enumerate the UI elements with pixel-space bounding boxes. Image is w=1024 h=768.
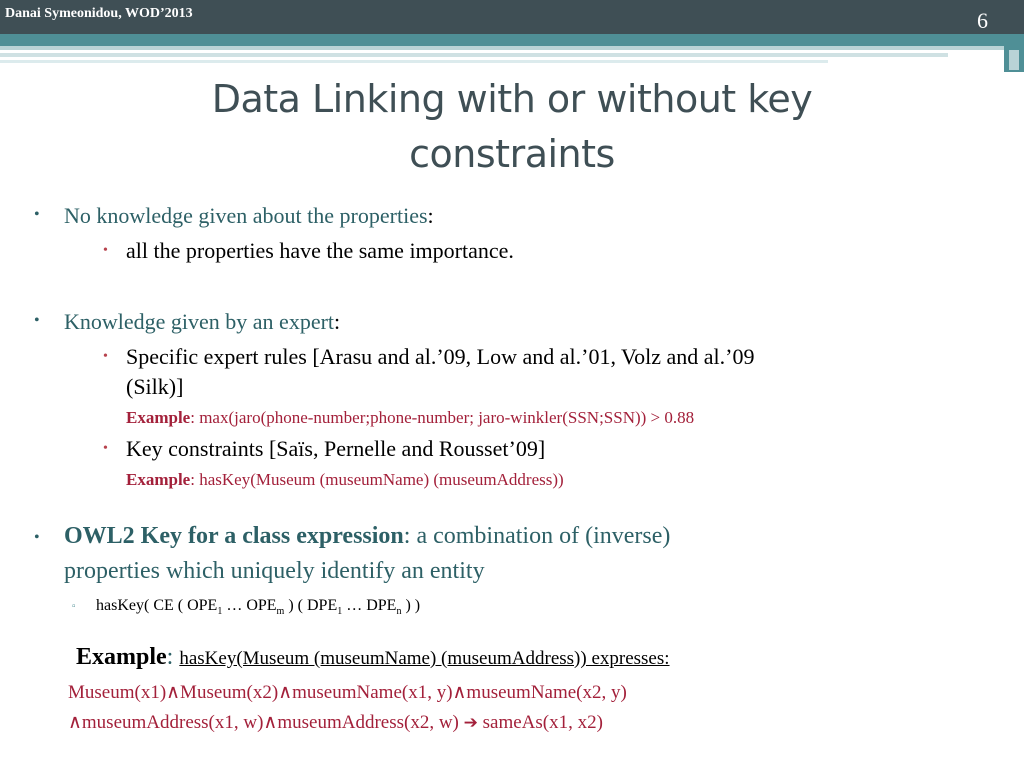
header-stripe-1 (0, 46, 1004, 50)
bullet-2-sub-1-line-2: (Silk)] (126, 374, 184, 399)
implies-arrow-icon: ➔ (463, 713, 478, 733)
rule-line-2: ∧museumAddress(x1, w)∧museumAddress(x2, w) ➔ sameAs(x1, x2) (68, 712, 603, 733)
slide-title-line-1: Data Linking with or without key (211, 77, 813, 121)
bullet-1-sub-1: all the properties have the same importance. (126, 238, 514, 263)
sub-bullet-dot: • (103, 349, 108, 364)
bullet-2-sub-2: Key constraints [Saïs, Pernelle and Rousset’09] (126, 436, 546, 461)
slide-title-line-2: constraints (409, 132, 615, 176)
bullet-2-text: Knowledge given by an expert: (64, 309, 341, 334)
header-tab-inner (1009, 50, 1019, 70)
bullet-3-line-2: properties which uniquely identify an entity (64, 558, 485, 584)
example-rule-line: Example: max(jaro(phone-number;phone-number; jaro-winkler(SSN;SSN)) > 0.88 (126, 408, 695, 427)
header-stripe-3 (0, 60, 828, 63)
bullet-2-sub-1-line-1: Specific expert rules [Arasu and al.’09, Low and al.’01, Volz and al.’09 (126, 344, 755, 369)
example-key-line: Example: hasKey(Museum (museumName) (museumAddress)) (126, 470, 564, 489)
slide-title (0, 72, 1024, 182)
sub-bullet-dot: • (103, 243, 108, 258)
sub-bullet-dot: • (103, 441, 108, 456)
bullet-dot: • (34, 206, 40, 223)
example-heading: Example: hasKey(Museum (museumName) (museumAddress)) expresses: (76, 644, 670, 670)
bullet-3-line-1: OWL2 Key for a class expression: a combination of (inverse) (64, 523, 671, 549)
header-stripe-2 (0, 53, 948, 57)
bullet-1-text: No knowledge given about the properties: (64, 203, 434, 228)
bullet-dot: • (34, 312, 40, 329)
square-bullet-icon: ▫ (72, 601, 76, 612)
bullet-dot: • (34, 529, 40, 546)
slide-number: 6 (977, 8, 988, 33)
haskey-syntax: hasKey( CE ( $OPE_1$ … $OPE_m$ ) ( $DPE_1$ … $DPE_n$ ) ) (96, 597, 421, 618)
rule-line-1: Museum(x1)∧Museum(x2)∧museumName(x1, y)∧museumName(x2, y) (68, 682, 627, 703)
author-label: Danai Symeonidou, WOD’2013 (5, 6, 193, 21)
header-band (0, 34, 1024, 46)
